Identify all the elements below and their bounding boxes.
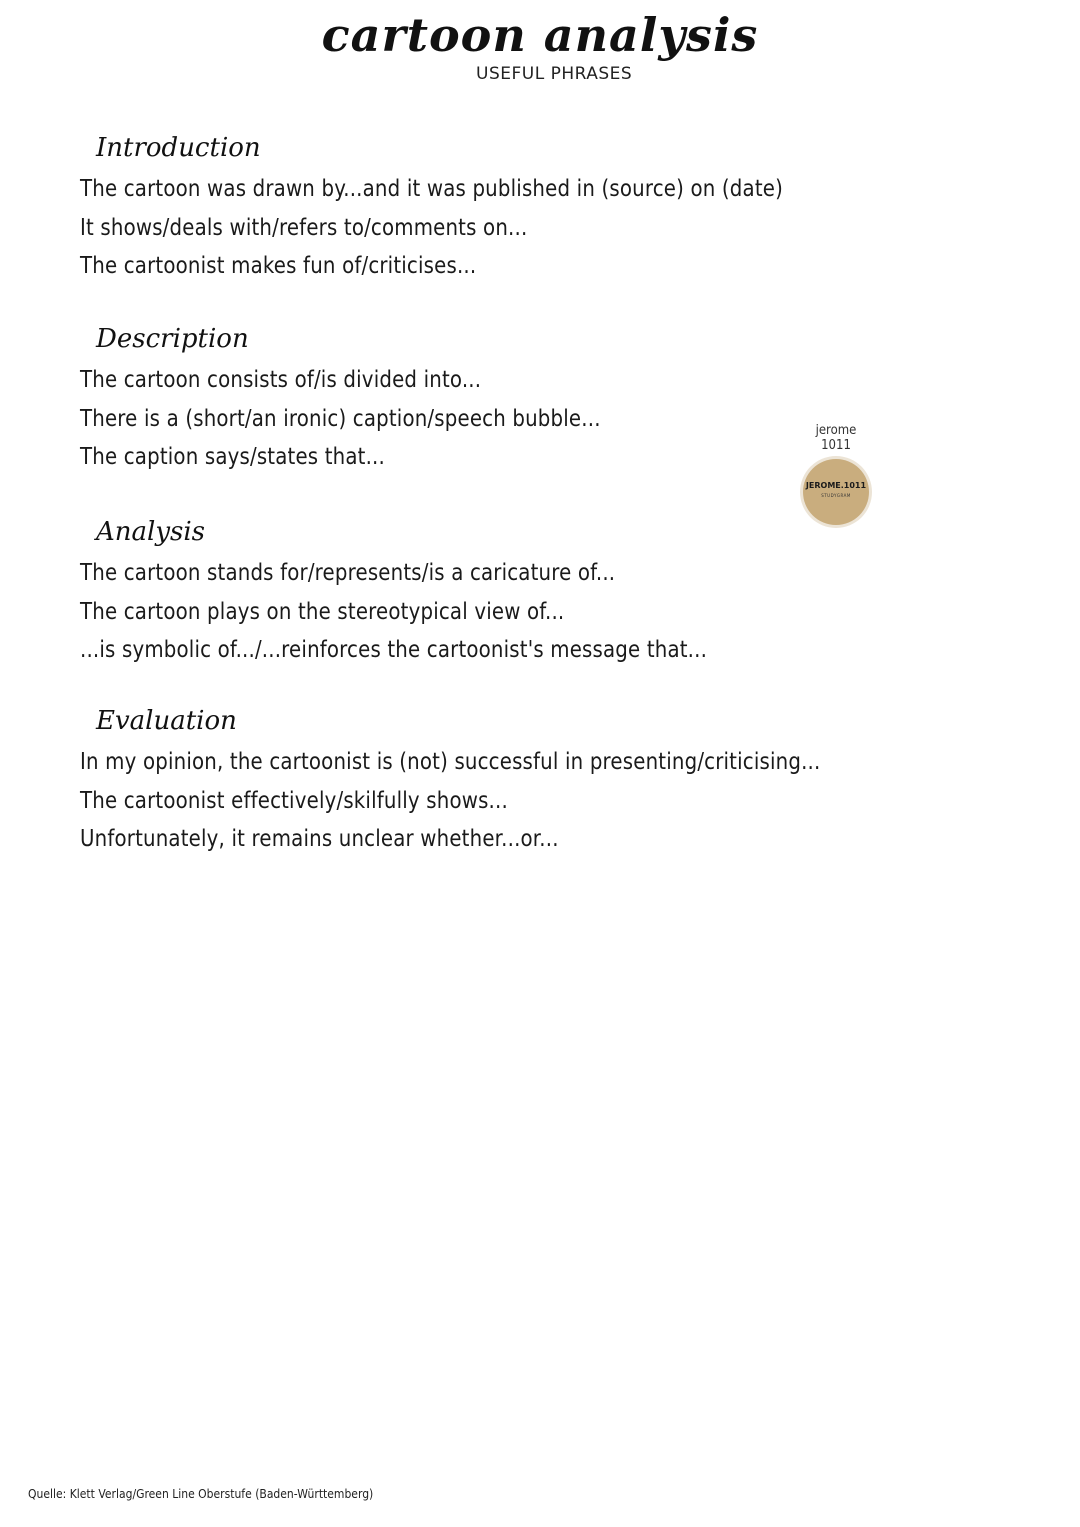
section-introduction [80,130,880,286]
section-heading: Description [96,324,249,354]
badge-subtext: STUDYGRAM [821,493,851,498]
phrase-line: In my opinion, the cartoonist is (not) successful in presenting/criticising... [80,749,821,775]
section-analysis [80,514,880,670]
phrase-line: The cartoon consists of/is divided into... [80,367,482,393]
author-username: jerome 1011 [815,423,857,453]
badge-text: JEROME.1011 [805,481,867,490]
phrase-line: ...is symbolic of.../...reinforces the cartoonist's message that... [80,637,708,663]
section-heading: Introduction [96,133,261,163]
phrase-line: The caption says/states that... [80,444,385,470]
phrase-line: Unfortunately, it remains unclear whether...or... [80,826,559,852]
phrase-line: It shows/deals with/refers to/comments on... [80,214,528,241]
section-evaluation [80,703,880,859]
phrase-line: The cartoon was drawn by...and it was published in (source) on (date) [80,176,783,202]
phrase-line: There is a (short/an ironic) caption/speech bubble... [80,405,601,432]
phrase-line: The cartoon stands for/represents/is a caricature of... [80,560,616,586]
section-heading: Evaluation [96,706,237,736]
section-description [80,321,880,477]
phrase-line: The cartoonist effectively/skilfully shows... [80,787,508,814]
author-logo-badge [803,459,869,525]
phrase-line: The cartoon plays on the stereotypical view of... [80,598,565,625]
source-footer: Quelle: Klett Verlag/Green Line Oberstufe (Baden-Württemberg) [28,1487,374,1501]
phrase-line: The cartoonist makes fun of/criticises... [80,253,477,279]
section-heading: Analysis [96,517,206,547]
page-subtitle: USEFUL PHRASES [476,64,633,84]
page-title: cartoon analysis [321,8,759,62]
author-watermark [796,423,876,525]
